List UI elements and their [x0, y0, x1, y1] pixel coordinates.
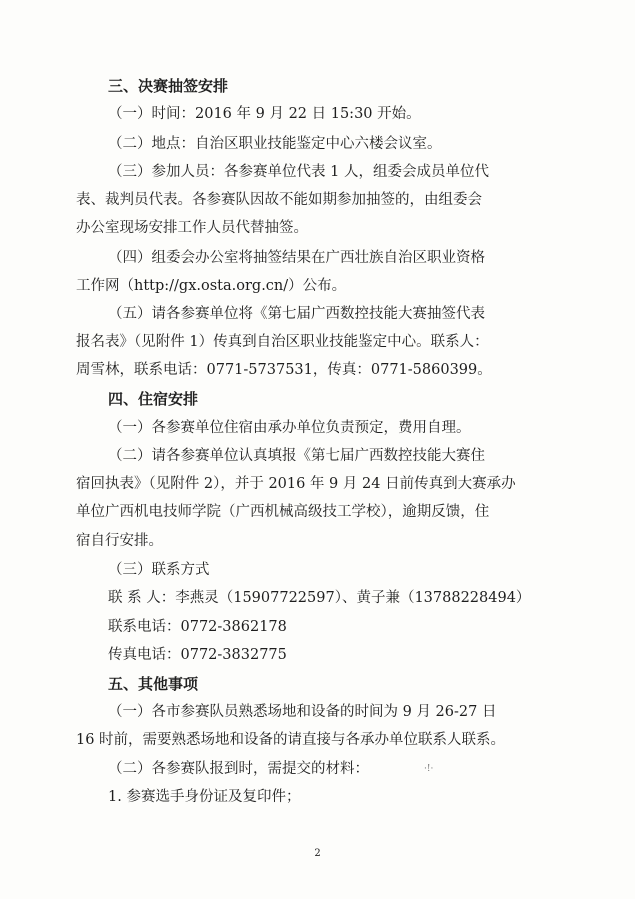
paragraph-line: 宿自行安排。: [76, 533, 163, 549]
paragraph-line: （五）请各参赛单位将《第七届广西数控技能大赛抽签代表: [108, 306, 485, 322]
paragraph-line: 单位广西机电技师学院（广西机械高级技工学校），逾期反馈，住: [76, 504, 490, 520]
paragraph-line: 宿回执表》（见附件 2），并于 2016 年 9 月 24 日前传真到大赛承办: [76, 476, 516, 492]
paragraph-line: （二）各参赛队报到时，需提交的材料：: [108, 761, 369, 777]
paragraph-line: 工作网（http://gx.osta.org.cn/）公布。: [76, 278, 347, 294]
paragraph-line: （三）联系方式: [108, 562, 210, 578]
paragraph-line: （一）各市参赛队员熟悉场地和设备的时间为 9 月 26-27 日: [108, 704, 497, 720]
page-number: 2: [314, 848, 321, 859]
paragraph-line: （三）参加人员：各参赛单位代表 1 人，组委会成员单位代: [108, 164, 489, 180]
section-heading-accommodation: 四、住宿安排: [108, 390, 199, 408]
paragraph-line: （一）各参赛单位住宿由承办单位负责预定，费用自理。: [108, 420, 471, 436]
paragraph-line: 表、裁判员代表。各参赛队因故不能如期参加抽签的，由组委会: [76, 192, 482, 208]
section-heading-final-draw: 三、决赛抽签安排: [108, 77, 229, 95]
paragraph-line: 报名表》（见附件 1）传真到自治区职业技能鉴定中心。联系人：: [76, 334, 489, 350]
paragraph-line: 办公室现场安排工作人员代替抽签。: [76, 220, 308, 236]
paragraph-line: （二）地点：自治区职业技能鉴定中心六楼会议室。: [108, 136, 442, 152]
contact-line: 联 系 人：李燕灵（15907722597）、黄子兼（13788228494）: [108, 590, 531, 606]
scan-artifact-mark: ·!·: [424, 764, 434, 774]
list-item-line: 1. 参赛选手身份证及复印件；: [108, 789, 301, 805]
contact-phone-line: 联系电话：0772-3862178: [108, 619, 287, 635]
paragraph-line: 周雪林，联系电话：0771-5737531，传真：0771-5860399。: [76, 362, 492, 378]
contact-fax-line: 传真电话：0772-3832775: [108, 647, 287, 663]
paragraph-line: （一）时间：2016 年 9 月 22 日 15:30 开始。: [108, 106, 421, 122]
paragraph-line: （四）组委会办公室将抽签结果在广西壮族自治区职业资格: [108, 250, 485, 266]
section-heading-other-matters: 五、其他事项: [108, 675, 199, 693]
paragraph-line: （二）请各参赛单位认真填报《第七届广西数控技能大赛住: [108, 448, 485, 464]
paragraph-line: 16 时前，需要熟悉场地和设备的请直接与各承办单位联系人联系。: [76, 732, 506, 748]
